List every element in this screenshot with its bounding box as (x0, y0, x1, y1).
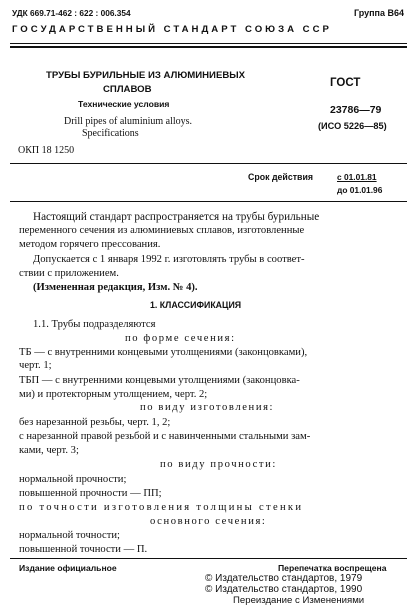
gost-label: ГОСТ (330, 77, 361, 89)
classification-by-section: по форме сечения: (125, 333, 236, 344)
classification-by-manufacture: по виду изготовления: (140, 402, 275, 413)
english-title-line1: Drill pipes of aluminium alloys. (64, 116, 193, 127)
header-rule-2 (10, 46, 407, 48)
group-code: Группа В64 (353, 8, 404, 18)
strength-option: нормальной прочности; (19, 474, 127, 485)
type-tb: ТБ — с внутренними концевыми утолщениями (законцовками), (19, 347, 308, 358)
document-title-line2: СПЛАВОВ (103, 84, 152, 95)
state-standard-banner: ГОСУДАРСТВЕННЫЙ СТАНДАРТ СОЮЗА ССР (12, 24, 332, 35)
intro-text: ствии с приложением. (19, 268, 119, 279)
official-edition-label: Издание официальное (19, 563, 117, 573)
clause-1-1: 1.1. Трубы подразделяются (33, 319, 156, 330)
edition-note: (Измененная редакция, Изм. № 4). (33, 282, 198, 293)
classification-by-wall-thickness: основного сечения: (150, 516, 267, 527)
validity-to: до 01.01.96 (337, 185, 383, 195)
intro-text: переменного сечения из алюминиевых сплавов, изготовленные (19, 225, 305, 236)
reissue-note: Переиздание с Изменениями (233, 595, 365, 606)
copyright-1979: © Издательство стандартов, 1979 (205, 573, 363, 584)
classification-by-wall-thickness: по точности изготовления толщины стенки (19, 502, 304, 513)
manufacture-option: без нарезанной резьбы, черт. 1, 2; (19, 417, 171, 428)
type-tbp: ми) и протекторным утолщением, черт. 2; (19, 389, 208, 400)
intro-text: Допускается с 1 января 1992 г. изготовлять трубы в соответ- (33, 254, 305, 265)
reprint-prohibited-label: Перепечатка воспрещена (278, 563, 387, 573)
strength-option: повышенной прочности — ПП; (19, 488, 162, 499)
document-title-line1: ТРУБЫ БУРИЛЬНЫЕ ИЗ АЛЮМИНИЕВЫХ (46, 70, 246, 81)
copyright-1990: © Издательство стандартов, 1990 (205, 584, 363, 595)
intro-text: методом горячего прессования. (19, 239, 161, 250)
type-tbp: ТБП — с внутренними концевыми утолщениями (законцовка- (19, 375, 300, 386)
title-block-rule (10, 163, 407, 164)
validity-rule (10, 201, 407, 202)
gost-number: 23786—79 (330, 104, 382, 116)
english-title-line2: Specifications (82, 128, 139, 139)
validity-label: Срок действия (248, 172, 313, 182)
udk-code: УДК 669.71-462 : 622 : 006.354 (12, 8, 131, 18)
validity-from: с 01.01.81 (337, 172, 377, 182)
intro-text: Настоящий стандарт распространяется на трубы бурильные (33, 211, 320, 223)
classification-by-strength: по виду прочности: (160, 459, 277, 470)
manufacture-option: с нарезанной правой резьбой и с навинченными стальными зам- (19, 431, 311, 442)
header-rule-1 (10, 43, 407, 44)
iso-number: (ИСО 5226—85) (318, 121, 387, 131)
type-tb: черт. 1; (19, 360, 52, 371)
accuracy-option: повышенной точности — П. (19, 544, 148, 555)
section-heading: 1. КЛАССИФИКАЦИЯ (150, 300, 242, 310)
okp-code: ОКП 18 1250 (18, 145, 75, 156)
document-subtitle: Технические условия (78, 99, 170, 109)
footer-rule (10, 558, 407, 559)
manufacture-option: ками, черт. 3; (19, 445, 79, 456)
accuracy-option: нормальной точности; (19, 530, 120, 541)
